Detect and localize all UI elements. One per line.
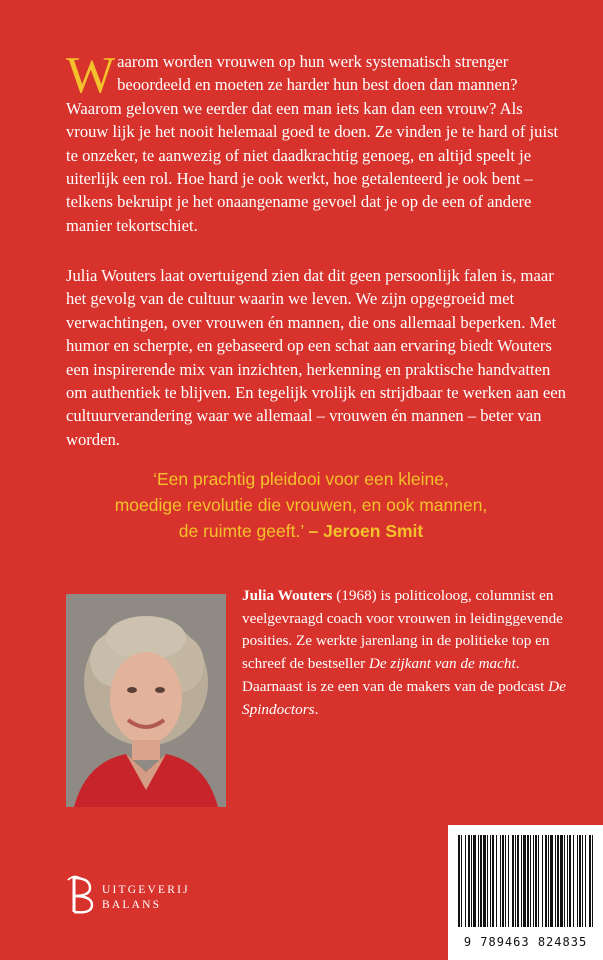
bio-text-3: .	[314, 700, 319, 718]
barcode-bar	[592, 835, 593, 927]
quote-attribution: – Jeroen Smit	[308, 521, 424, 541]
isbn-number: 9 789463 824835	[463, 935, 588, 949]
barcode-bar	[492, 835, 494, 927]
barcode-bar	[573, 835, 574, 927]
quote-line-2: moedige revolutie die vrouwen, en ook mannen,	[114, 495, 488, 515]
barcode-bars	[448, 825, 603, 933]
barcode-bar	[538, 835, 539, 927]
barcode-bar	[560, 835, 563, 927]
barcode-bar	[535, 835, 537, 927]
blurb-paragraph-1	[66, 47, 566, 237]
author-portrait-illustration	[66, 594, 226, 807]
barcode-bar	[471, 835, 472, 927]
barcode-bar	[523, 835, 526, 927]
quote-line-3: de ruimte geeft.’	[178, 521, 304, 541]
barcode-bar	[496, 835, 497, 927]
author-bio	[242, 585, 572, 721]
barcode-bar	[542, 835, 543, 927]
quote-line-1: ‘Een prachtig pleidooi voor een kleine,	[153, 469, 449, 489]
barcode-bar	[478, 835, 479, 927]
bio-text-2: . Daarnaast is ze een van de makers van de podcast	[242, 655, 549, 695]
publisher-name-line-1: UITGEVERIJ	[102, 884, 190, 896]
barcode-bar	[555, 835, 556, 927]
blurb-paragraph-2: Julia Wouters laat overtuigend zien dat dit geen persoonlijk falen is, maar het gevolg van de cultuur waarin we leven. We zijn opgegroeid met verwachtingen, over vrouwen én mannen, die ons allemaal beperken. Met humor en scherpte, en gebaseerd op een schat aan ervaring biedt Wouters een inspirerende mix van inzichten, herkenning en praktische handvatten om authentiek te blijven. En tegelijk vrolijk en strijdbaar te werken aan een cultuurverandering waar we allemaal – vrouwen én mannen – beter van worden.	[66, 266, 566, 449]
barcode-bar	[557, 835, 559, 927]
barcode-bar	[465, 835, 466, 927]
barcode-bar	[517, 835, 519, 927]
drop-cap: W	[66, 47, 116, 104]
author-name: Julia Wouters	[242, 587, 333, 604]
barcode-bar	[567, 835, 568, 927]
bio-book-title: De zijkant van de macht	[368, 655, 516, 673]
barcode-bar	[548, 835, 549, 927]
barcode-bar	[530, 835, 531, 927]
barcode-bar	[521, 835, 522, 927]
barcode-bar	[589, 835, 591, 927]
barcode-bar	[550, 835, 553, 927]
barcode-bar	[487, 835, 488, 927]
barcode-bar	[577, 835, 578, 927]
bio-podcast-title: De Spindoctors	[242, 677, 566, 718]
barcode-bar	[527, 835, 529, 927]
barcode-bar	[515, 835, 516, 927]
bio-text-1: (1968) is politicoloog, columnist en veelgevraagd coach voor vrouwen in leidinggevende posities. Ze werkte jarenlang in de politieke top en schreef de bestseller	[242, 587, 563, 673]
barcode-bar	[502, 835, 504, 927]
isbn-barcode	[448, 825, 603, 960]
barcode-bar	[564, 835, 565, 927]
barcode-bar	[505, 835, 506, 927]
barcode-bar	[533, 835, 534, 927]
publisher-logo	[66, 872, 216, 918]
publisher-name-line-2: BALANS	[102, 899, 162, 911]
barcode-bar	[468, 835, 470, 927]
publisher-mark-icon	[66, 872, 94, 916]
barcode-bar	[569, 835, 571, 927]
barcode-bar	[579, 835, 581, 927]
blurb-paragraph-1-text: aarom worden vrouwen op hun werk systematisch strenger beoordeeld en moeten ze harder hun best doen dan mannen? Waarom geloven we eerder dat een man iets kan dan een vrouw? Als vrouw lijk je het nooit helemaal goed te doen. Ze vinden je te hard of juist te onzeker, te aanwezig of niet daadkrachtig genoeg, en altijd speelt je uiterlijk een rol. Hoe hard je ook werkt, hoe getalenteerd je ook bent – telkens bekruipt je het onaangename gevoel dat je op de een of andere manier tekortschiet.	[66, 52, 559, 235]
barcode-bar	[585, 835, 586, 927]
author-photo	[66, 594, 226, 807]
barcode-bar	[458, 835, 460, 927]
barcode-bar	[508, 835, 509, 927]
barcode-bar	[545, 835, 547, 927]
barcode-bar	[512, 835, 514, 927]
barcode-bar	[473, 835, 476, 927]
barcode-bar	[461, 835, 462, 927]
review-quote	[66, 466, 536, 544]
barcode-bar	[500, 835, 501, 927]
barcode-bar	[490, 835, 491, 927]
barcode-bar	[480, 835, 482, 927]
barcode-bar	[483, 835, 486, 927]
barcode-bar	[582, 835, 583, 927]
